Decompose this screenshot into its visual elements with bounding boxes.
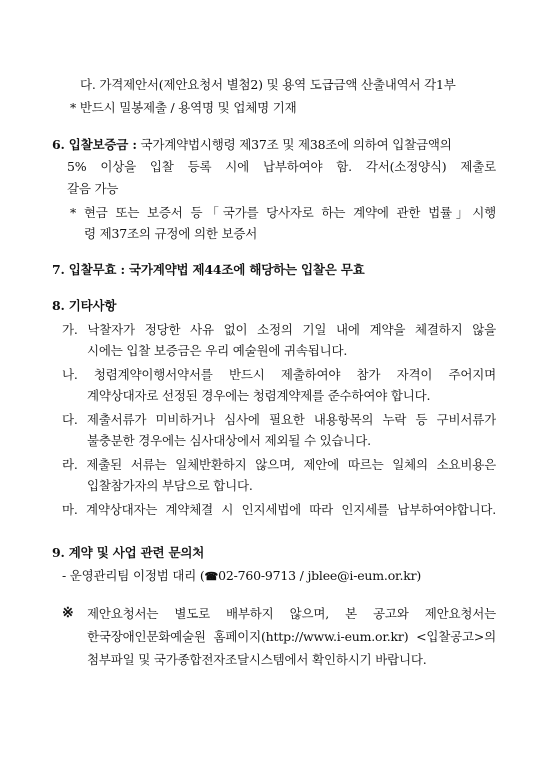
section8-item-da-line1: 다. 제출서류가 미비하거나 심사에 필요한 내용항목의 누락 등 구비서류가 <box>62 412 496 427</box>
section8-heading: 8. 기타사항 <box>52 298 117 313</box>
section8-item-na-line2: 계약상대자로 선정된 경우에는 청렴계약제를 준수하여야 합니다. <box>87 388 431 403</box>
contact-details: 02-760-9713 / jblee@i-eum.or.kr) <box>218 568 422 583</box>
section8-item-na-line1: 나. 청렴계약이행서약서를 반드시 제출하여야 참가 자격이 주어지며 <box>62 367 496 382</box>
section9-contact <box>62 568 421 585</box>
contact-prefix: - 운영관리팀 이정범 대리 ( <box>62 568 205 583</box>
section6-note-line2: 령 제37조의 규정에 의한 보증서 <box>84 226 258 241</box>
item-da-note: * 반드시 밀봉제출 / 용역명 및 업체명 기재 <box>70 100 297 115</box>
section6-note-line1: * 현금 또는 보증서 등「국가를 당사자로 하는 계약에 관한 법률」시행 <box>70 205 496 220</box>
section7-line <box>52 262 365 278</box>
notice-line1: 제안요청서는 별도로 배부하지 않으며, 본 공고와 제안요청서는 <box>87 606 496 621</box>
section8-item-ma-line1: 마. 계약상대자는 계약체결 시 인지세법에 따라 인지세를 납부하여야합니다. <box>62 502 496 517</box>
section6-text: 국가계약법시행령 제37조 및 제38조에 의하여 입찰금액의 <box>136 137 452 152</box>
section8-item-ra-line1: 라. 제출된 서류는 일체반환하지 않으며, 제안에 따르는 일체의 소요비용은 <box>62 457 496 472</box>
notice-line3: 첨부파일 및 국가종합전자조달시스템에서 확인하시기 바랍니다. <box>87 652 427 667</box>
notice-line2: 한국장애인문화예술원 홈페이지(http://www.i-eum.or.kr) <입찰공고>의 <box>87 629 496 644</box>
section9-heading: 9. 계약 및 사업 관련 문의처 <box>52 545 205 560</box>
item-da-line: 다. 가격제안서(제안요청서 별첨2) 및 용역 도급금액 산출내역서 각1부 <box>80 77 456 92</box>
section6-line1 <box>52 137 496 153</box>
section7-label: 7. 입찰무효 : <box>52 262 125 277</box>
reference-mark-icon: ※ <box>62 605 74 621</box>
section8-item-ra-line2: 입찰참가자의 부담으로 합니다. <box>87 478 253 493</box>
section8-item-da-line2: 불충분한 경우에는 심사대상에서 제외될 수 있습니다. <box>87 433 371 448</box>
section8-item-ga-line2: 시에는 입찰 보증금은 우리 예술원에 귀속됩니다. <box>87 343 348 358</box>
section7-text: 국가계약법 제44조에 해당하는 입찰은 무효 <box>124 262 365 277</box>
phone-icon: ☎ <box>204 570 219 583</box>
section8-item-ga-line1: 가. 낙찰자가 정당한 사유 없이 소정의 기일 내에 계약을 체결하지 않을 <box>62 322 496 337</box>
section6-line3: 갈음 가능 <box>67 181 119 196</box>
section6-label: 6. 입찰보증금 : <box>52 137 137 152</box>
section6-line2: 5% 이상을 입찰 등록 시에 납부하여야 함. 각서(소정양식) 제출로 <box>67 159 496 174</box>
